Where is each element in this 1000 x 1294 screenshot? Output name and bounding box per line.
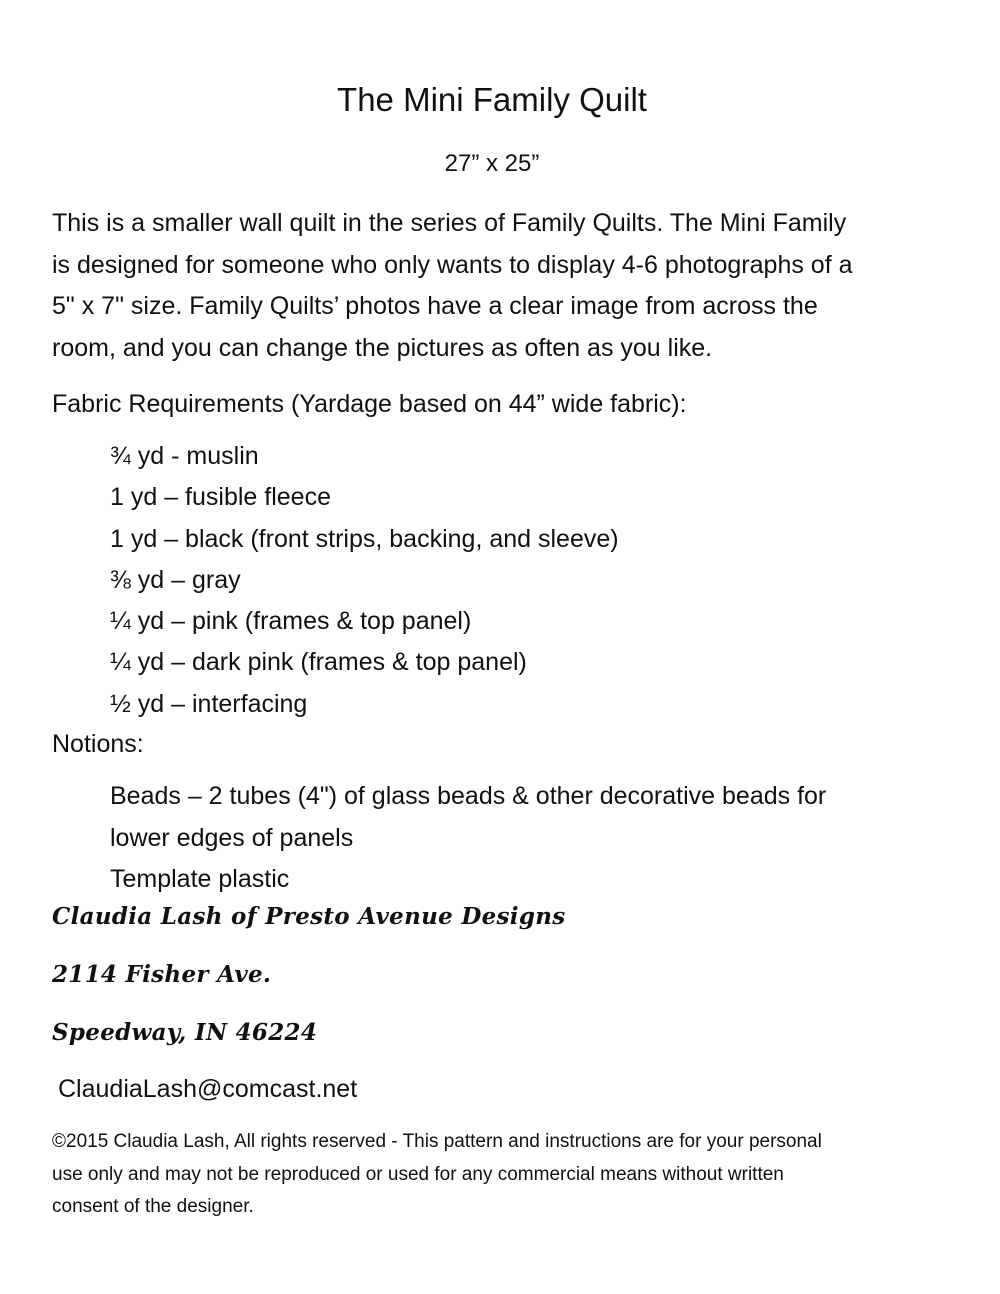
notions-item-beads-continued: lower edges of panels	[110, 823, 354, 852]
email-address[interactable]: ClaudiaLash@comcast.net	[58, 1075, 358, 1103]
address-city: Speedway, IN 46224	[52, 1019, 318, 1046]
notions-item-beads: Beads – 2 tubes (4") of glass beads & other decorative beads for	[110, 782, 827, 810]
intro-line: 5" x 7" size. Family Quilts’ photos have a clear image from across the	[52, 292, 818, 320]
intro-line: This is a smaller wall quilt in the series of Family Quilts. The Mini Family	[52, 209, 847, 237]
intro-line: is designed for someone who only wants to display 4-6 photographs of a	[52, 250, 853, 279]
fabric-item-gray: ⅜ yd – gray	[110, 565, 241, 594]
intro-paragraph	[52, 203, 952, 369]
copyright-line: use only and may not be reproduced or used for any commercial means without written	[52, 1163, 784, 1185]
fabric-item-dark-pink: ¼ yd – dark pink (frames & top panel)	[110, 648, 527, 677]
fabric-requirements-list	[110, 436, 619, 725]
copyright-line: consent of the designer.	[52, 1196, 254, 1217]
fabric-item-interfacing: ½ yd – interfacing	[110, 689, 308, 718]
intro-line: room, and you can change the pictures as often as you like.	[52, 333, 713, 362]
notions-heading: Notions:	[52, 730, 144, 758]
fabric-item-black: 1 yd – black (front strips, backing, and sleeve)	[110, 524, 619, 553]
page-title: The Mini Family Quilt	[337, 81, 647, 118]
notions-item-template-plastic: Template plastic	[110, 865, 290, 893]
address-street: 2114 Fisher Ave.	[52, 961, 272, 988]
notions-list	[110, 776, 826, 901]
fabric-requirements-heading: Fabric Requirements (Yardage based on 44” wide fabric):	[52, 390, 687, 418]
fabric-item-fusible-fleece: 1 yd – fusible fleece	[110, 483, 331, 512]
designer-name: Claudia Lash of Presto Avenue Designs	[52, 903, 566, 930]
quilt-dimensions: 27” x 25”	[444, 150, 540, 177]
fabric-item-muslin: ¾ yd - muslin	[110, 442, 259, 470]
fabric-item-pink: ¼ yd – pink (frames & top panel)	[110, 607, 472, 636]
copyright-line: ©2015 Claudia Lash, All rights reserved - This pattern and instructions are for your personal	[52, 1131, 822, 1152]
copyright-notice	[52, 1126, 952, 1224]
